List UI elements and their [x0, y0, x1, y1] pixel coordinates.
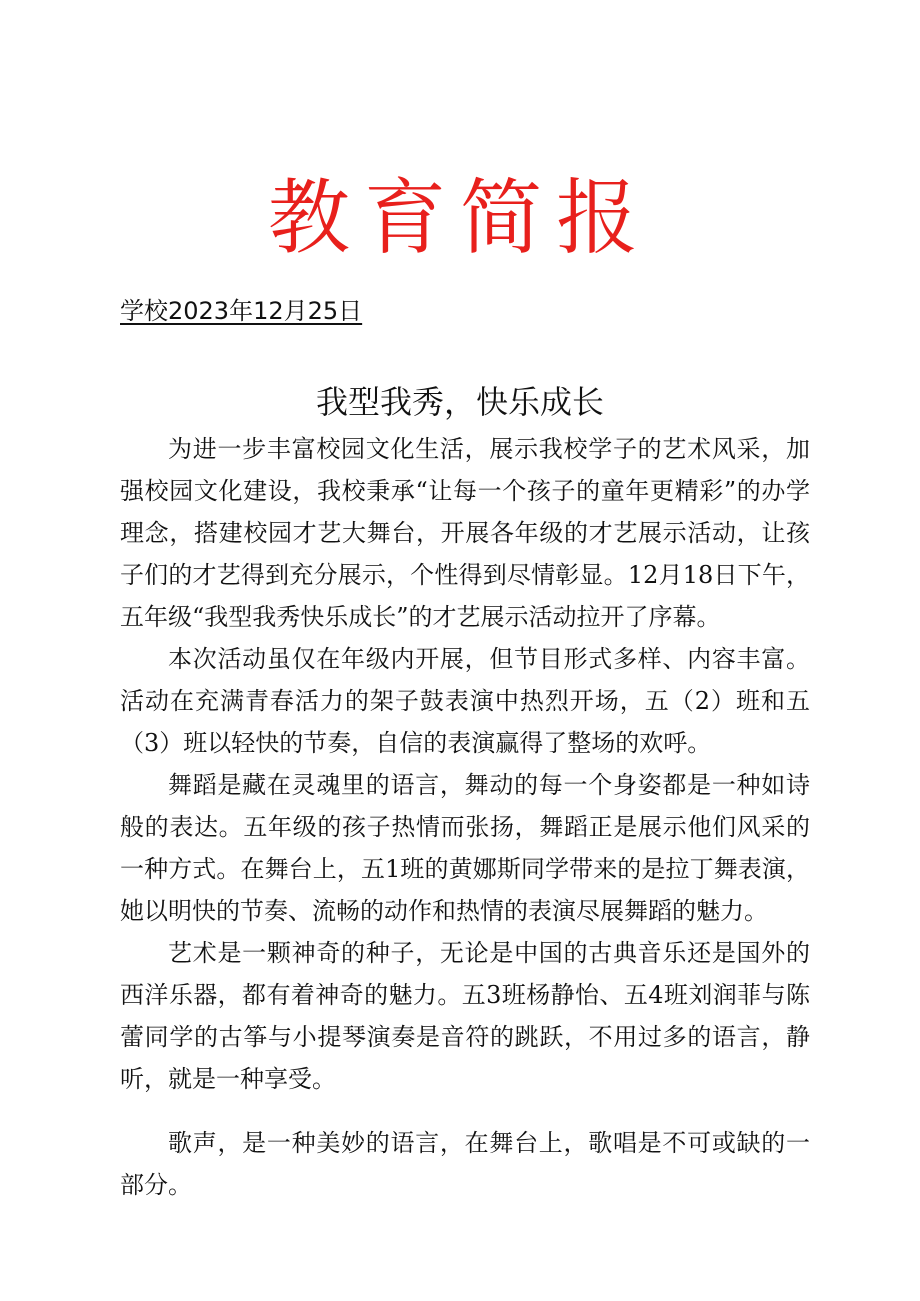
article-headline: 我型我秀，快乐成长: [315, 383, 604, 421]
article-paragraph-1: 为进一步丰富校园文化生活，展示我校学子的艺术风采，加强校园文化建设，我校秉承“让每一个孩子的童年更精彩”的办学理念，搭建校园才艺大舞台，开展各年级的才艺展示活动，让孩子们的才艺得到充分展示，个性得到尽情彰显。12月18日下午，五年级“我型我秀快乐成长”的才艺展示活动拉开了序幕。: [120, 435, 810, 631]
article-body: [120, 428, 810, 1206]
school-dateline: 学校2023年12月25日: [120, 297, 363, 325]
article-paragraph-4: 艺术是一颗神奇的种子，无论是中国的古典音乐还是国外的西洋乐器，都有着神奇的魅力。五3班杨静怡、五4班刘润菲与陈蕾同学的古筝与小提琴演奏是音符的跳跃，不用过多的语言，静听，就是一种享受。: [120, 939, 810, 1093]
article-paragraph-2: 本次活动虽仅在年级内开展，但节目形式多样、内容丰富。活动在充满青春活力的架子鼓表演中热烈开场，五（2）班和五（3）班以轻快的节奏，自信的表演赢得了整场的欢呼。: [120, 645, 810, 757]
article-paragraph-3: 舞蹈是藏在灵魂里的语言，舞动的每一个身姿都是一种如诗般的表达。五年级的孩子热情而张扬，舞蹈正是展示他们风采的一种方式。在舞台上，五1班的黄娜斯同学带来的是拉丁舞表演，她以明快的节奏、流畅的动作和热情的表演尽展舞蹈的魅力。: [120, 771, 810, 925]
newsletter-masthead-title: 教育简报: [267, 171, 652, 266]
article-paragraph-5: 歌声，是一种美妙的语言，在舞台上，歌唱是不可或缺的一部分。: [120, 1129, 810, 1199]
